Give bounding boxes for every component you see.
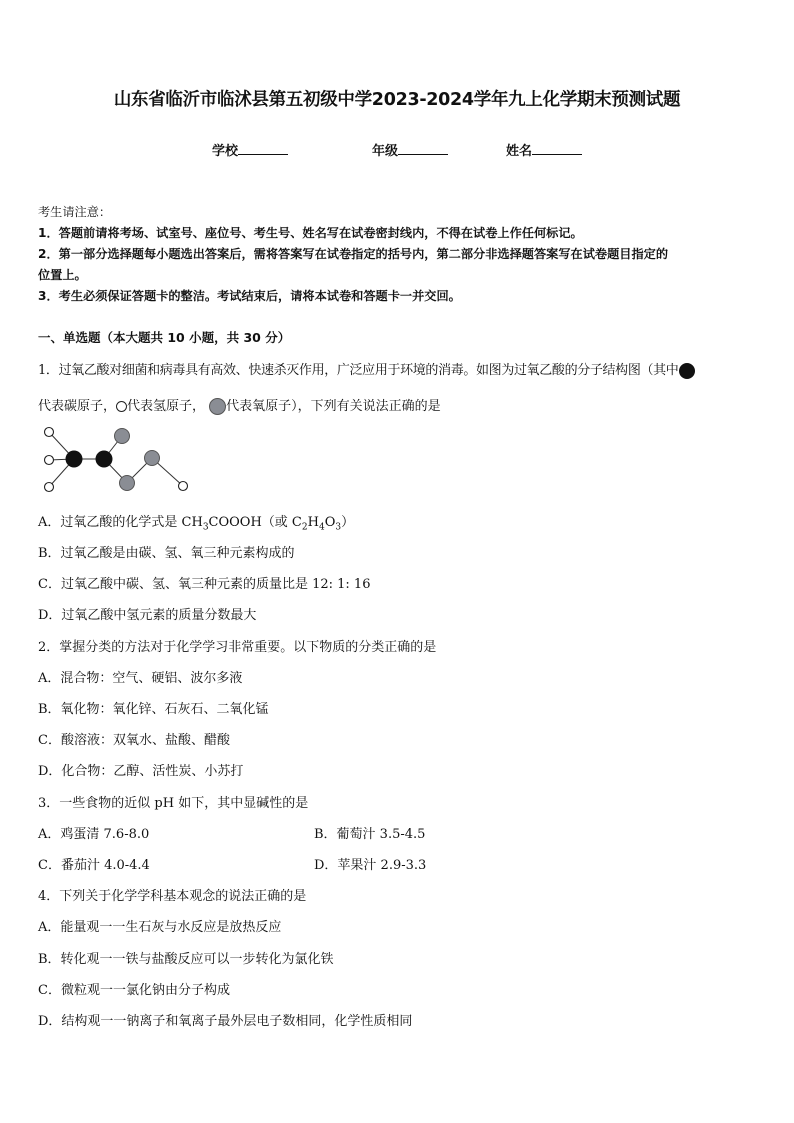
q2-option-b[interactable]: B．氧化物：氧化锌、石灰石、二氧化锰 <box>38 702 269 717</box>
notice-item-2-cont: 位置上。 <box>38 268 87 282</box>
q1-option-b[interactable]: B．过氧乙酸是由碳、氢、氧三种元素构成的 <box>38 546 295 561</box>
q3-option-b[interactable]: B．葡萄汁 3.5-4.5 <box>314 827 426 842</box>
carbon-atom <box>66 451 83 468</box>
oxygen-atom <box>145 451 160 466</box>
grade-field <box>372 140 448 159</box>
q1-a-text: ） <box>341 515 355 530</box>
name-blank[interactable] <box>532 142 582 155</box>
q1-stem-text: 1．过氧乙酸对细菌和病毒具有高效、快速杀灭作用，广泛应用于环境的消毒。如图为过氧乙酸的分子结构图（其中 <box>38 363 679 378</box>
carbon-atom <box>96 451 113 468</box>
school-field <box>212 140 288 159</box>
q3-stem: 3．一些食物的近似 pH 如下，其中显碱性的是 <box>38 796 309 811</box>
q3-option-a[interactable]: A．鸡蛋清 7.6-8.0 <box>38 827 150 842</box>
school-label: 学校 <box>212 144 239 159</box>
section-heading: 一、单选题（本大题共 10 小题，共 30 分） <box>38 330 291 345</box>
hydrogen-atom-icon <box>116 401 127 412</box>
q1-option-a[interactable] <box>38 511 354 533</box>
notice-item-1: 1．答题前请将考场、试室号、座位号、考生号、姓名写在试卷密封线内，不得在试卷上作任何标记。 <box>38 226 583 240</box>
grade-blank[interactable] <box>398 142 448 155</box>
oxygen-atom <box>115 429 130 444</box>
notice-heading: 考生请注意： <box>38 205 112 219</box>
school-blank[interactable] <box>238 142 288 155</box>
q1-oxygen-desc: 代表氧原子），下列有关说法正确的是 <box>226 399 441 414</box>
notice-item-3: 3．考生必须保证答题卡的整洁。考试结束后，请将本试卷和答题卡一并交回。 <box>38 289 461 303</box>
notice-item-2: 2．第一部分选择题每小题选出答案后，需将答案写在试卷指定的括号内，第二部分非选择题答案写在试卷题目指定的 <box>38 247 669 261</box>
q2-option-c[interactable]: C．酸溶液：双氧水、盐酸、醋酸 <box>38 733 230 748</box>
exam-title: 山东省临沂市临沭县第五初级中学2023-2024学年九上化学期末预测试题 <box>113 90 681 110</box>
q4-option-a[interactable]: A．能量观一一生石灰与水反应是放热反应 <box>38 920 282 935</box>
q1-a-sub: 3 <box>202 522 209 533</box>
hydrogen-atom <box>179 482 188 491</box>
name-field <box>506 140 582 159</box>
q4-option-b[interactable]: B．转化观一一铁与盐酸反应可以一步转化为氯化铁 <box>38 952 334 967</box>
q3-option-d[interactable]: D．苹果汁 2.9-3.3 <box>314 858 427 873</box>
hydrogen-atom <box>45 456 54 465</box>
q2-option-a[interactable]: A．混合物：空气、硬铝、波尔多液 <box>38 671 243 686</box>
q3-option-c[interactable]: C．番茄汁 4.0-4.4 <box>38 858 150 873</box>
q1-a-sub: 3 <box>335 522 342 533</box>
hydrogen-atom <box>45 428 54 437</box>
grade-label: 年级 <box>372 144 399 159</box>
hydrogen-atom <box>45 483 54 492</box>
q1-a-sub: 4 <box>318 522 325 533</box>
q1-carbon-desc: 代表碳原子， <box>38 399 117 414</box>
q1-stem-line2 <box>38 395 441 415</box>
peracetic-acid-molecule-diagram <box>40 423 200 498</box>
q2-stem: 2．掌握分类的方法对于化学学习非常重要。以下物质的分类正确的是 <box>38 640 437 655</box>
q2-option-d[interactable]: D．化合物：乙醇、活性炭、小苏打 <box>38 764 244 779</box>
q1-a-text: COOOH（或 C <box>208 515 302 530</box>
q1-hydrogen-desc: 代表氢原子， <box>127 399 206 414</box>
q4-option-c[interactable]: C．微粒观一一氯化钠由分子构成 <box>38 983 230 998</box>
name-label: 姓名 <box>506 144 533 159</box>
oxygen-atom-icon <box>209 398 226 415</box>
q1-a-text: O <box>324 515 336 530</box>
q1-stem-line1 <box>38 359 695 379</box>
q1-a-sub: 2 <box>301 522 308 533</box>
q1-a-text: A．过氧乙酸的化学式是 CH <box>38 515 203 530</box>
q4-stem: 4．下列关于化学学科基本观念的说法正确的是 <box>38 889 307 904</box>
q1-a-text: H <box>307 515 319 530</box>
q1-option-c[interactable]: C．过氧乙酸中碳、氢、氧三种元素的质量比是 12: 1: 16 <box>38 577 371 592</box>
q1-option-d[interactable]: D．过氧乙酸中氢元素的质量分数最大 <box>38 608 257 623</box>
q4-option-d[interactable]: D．结构观一一钠离子和氧离子最外层电子数相同，化学性质相同 <box>38 1014 413 1029</box>
oxygen-atom <box>120 476 135 491</box>
carbon-atom-icon <box>679 363 695 379</box>
